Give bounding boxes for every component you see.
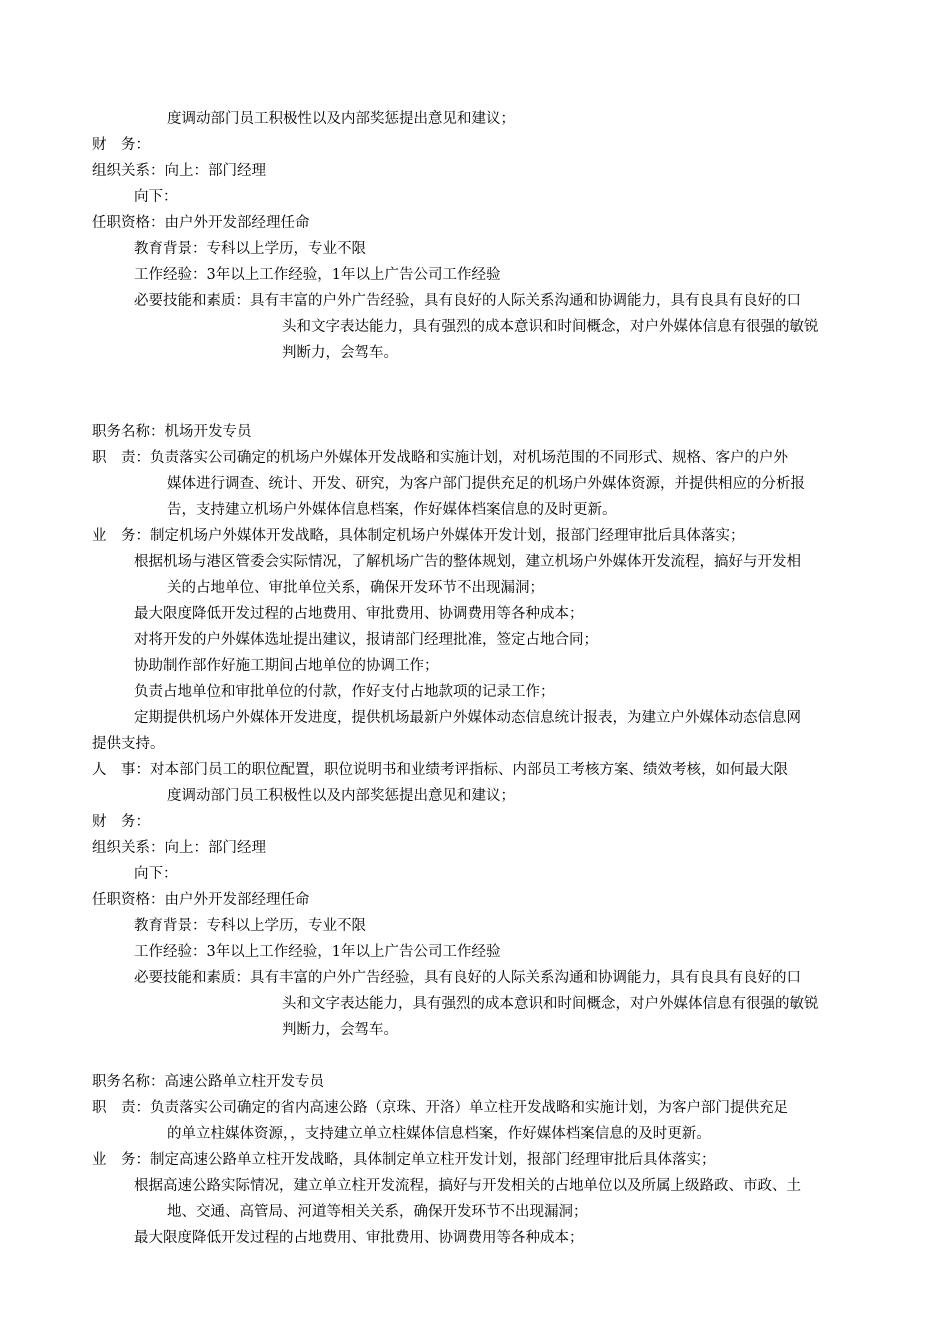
- business-line-4: 对将开发的户外媒体选址提出建议，报请部门经理批准，签定占地合同；: [134, 632, 598, 648]
- business-line-2b: 关的占地单位、审批单位关系，确保开发环节不出现漏洞；: [167, 580, 544, 596]
- qualification: 任职资格：由户外开发部经理任命: [92, 215, 310, 231]
- skills-line-3: 判断力，会驾车。: [282, 1022, 398, 1038]
- business-line-6: 负责占地单位和审批单位的付款，作好支付占地款项的记录工作；: [134, 684, 555, 700]
- job-title: 职务名称：机场开发专员: [92, 424, 252, 440]
- duty-line-1: 职 责：负责落实公司确定的省内高速公路（京珠、开洛）单立柱开发战略和实施计划，为客户部门提供充足: [92, 1100, 788, 1116]
- duty-line-1: 职 责：负责落实公司确定的机场户外媒体开发战略和实施计划，对机场范围的不同形式、规格、客户的户外: [92, 450, 788, 466]
- business-line-1: 业 务：制定机场户外媒体开发战略，具体制定机场户外媒体开发计划，报部门经理审批后具体落实；: [92, 528, 745, 544]
- skills-line-3: 判断力，会驾车。: [282, 345, 398, 361]
- hr-line-2: 度调动部门员工积极性以及内部奖惩提出意见和建议；: [167, 788, 515, 804]
- org-relation-down: 向下：: [134, 189, 178, 205]
- business-line-7b: 提供支持。: [92, 736, 165, 752]
- business-line-2a: 根据高速公路实际情况，建立单立柱开发流程，搞好与开发相关的占地单位以及所属上级路政、市政、土: [134, 1178, 801, 1194]
- duty-line-2: 媒体进行调查、统计、开发、研究，为客户部门提供充足的机场户外媒体资源，并提供相应的分析报: [167, 476, 805, 492]
- org-relation-up: 组织关系：向上：部门经理: [92, 163, 266, 179]
- skills-line-2: 头和文字表达能力，具有强烈的成本意识和时间概念，对户外媒体信息有很强的敏锐: [282, 319, 819, 335]
- business-line-7a: 定期提供机场户外媒体开发进度，提供机场最新户外媒体动态信息统计报表，为建立户外媒体动态信息网: [134, 710, 801, 726]
- qualification: 任职资格：由户外开发部经理任命: [92, 892, 310, 908]
- business-line-1: 业 务：制定高速公路单立柱开发战略，具体制定单立柱开发计划，报部门经理审批后具体落实；: [92, 1152, 716, 1168]
- work-experience: 工作经验：3年以上工作经验，1年以上广告公司工作经验: [134, 944, 501, 960]
- job-title: 职务名称：高速公路单立柱开发专员: [92, 1074, 324, 1090]
- skills-line-1: 必要技能和素质：具有丰富的户外广告经验，具有良好的人际关系沟通和协调能力，具有良具有良好的口: [134, 293, 801, 309]
- business-line-3: 最大限度降低开发过程的占地费用、审批费用、协调费用等各种成本；: [134, 1230, 584, 1246]
- duty-line-2: 的单立柱媒体资源，，支持建立单立柱媒体信息档案，作好媒体档案信息的及时更新。: [167, 1126, 711, 1142]
- business-line-2a: 根据机场与港区管委会实际情况，了解机场广告的整体规划，建立机场户外媒体开发流程，搞好与开发相: [134, 554, 801, 570]
- education: 教育背景：专科以上学历，专业不限: [134, 241, 366, 257]
- work-experience: 工作经验：3年以上工作经验，1年以上广告公司工作经验: [134, 267, 501, 283]
- education: 教育背景：专科以上学历，专业不限: [134, 918, 366, 934]
- org-relation-down: 向下：: [134, 866, 178, 882]
- skills-line-1: 必要技能和素质：具有丰富的户外广告经验，具有良好的人际关系沟通和协调能力，具有良具有良好的口: [134, 970, 801, 986]
- org-relation-up: 组织关系：向上：部门经理: [92, 840, 266, 856]
- caiwu-label: 财 务：: [92, 814, 150, 830]
- skills-line-2: 头和文字表达能力，具有强烈的成本意识和时间概念，对户外媒体信息有很强的敏锐: [282, 996, 819, 1012]
- hr-line-1: 人 事：对本部门员工的职位配置，职位说明书和业绩考评指标、内部员工考核方案、绩效考核，如何最大限: [92, 762, 788, 778]
- business-line-3: 最大限度降低开发过程的占地费用、审批费用、协调费用等各种成本；: [134, 606, 584, 622]
- duty-line-3: 告，支持建立机场户外媒体信息档案，作好媒体档案信息的及时更新。: [167, 502, 617, 518]
- business-line-2b: 地、交通、高管局、河道等相关关系，确保开发环节不出现漏洞；: [167, 1204, 588, 1220]
- renshi-continuation: 度调动部门员工积极性以及内部奖惩提出意见和建议；: [167, 111, 515, 127]
- caiwu-label: 财 务：: [92, 137, 150, 153]
- business-line-5: 协助制作部作好施工期间占地单位的协调工作；: [134, 658, 439, 674]
